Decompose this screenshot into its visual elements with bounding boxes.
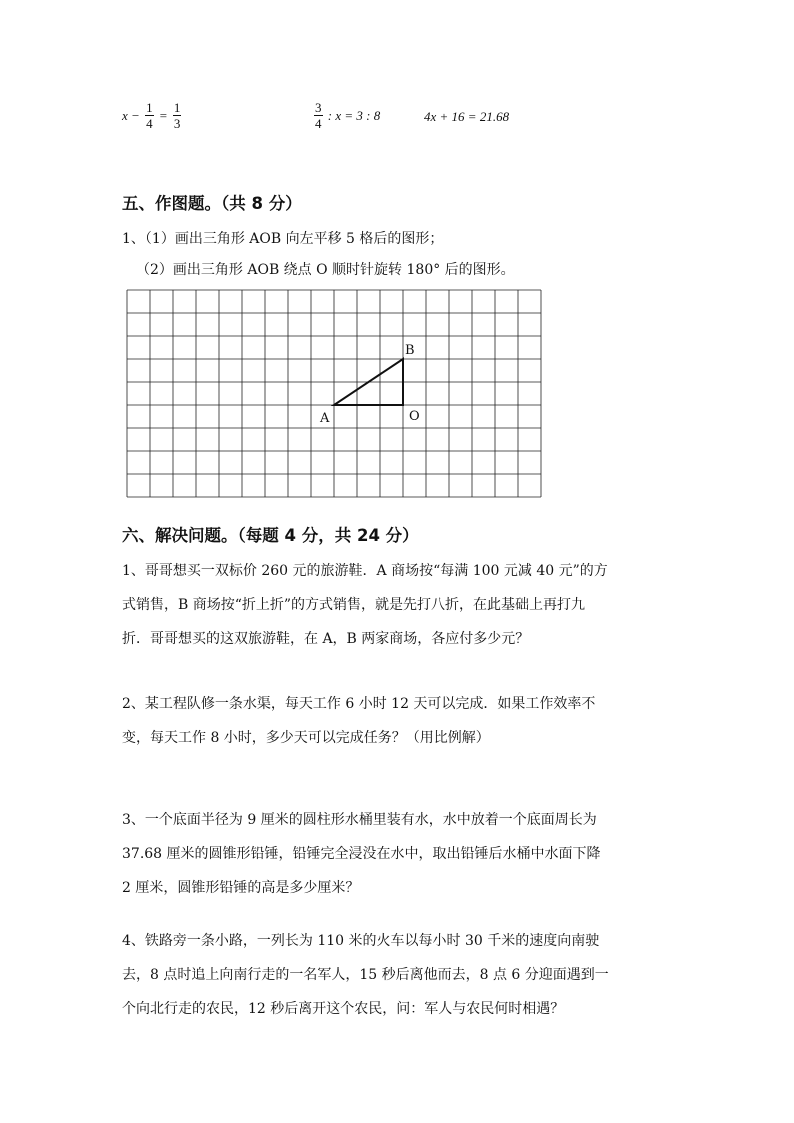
section-5-title: 五、作图题。（共 8 分） (122, 194, 302, 213)
problem-4-line-3: 个向北行走的农民，12 秒后离开这个农民，问：军人与农民何时相遇？ (122, 1001, 565, 1017)
eq1-f2-denominator: 3 (173, 116, 181, 131)
eq2-numerator: 3 (315, 100, 322, 115)
eq1-variable: x (122, 107, 128, 123)
problem-4-line-2: 去，8 点时追上向南行走的一名军人，15 秒后离他而去，8 点 6 分迎面遇到一 (122, 967, 609, 983)
problem-1-line-2: 式销售，B 商场按“折上折”的方式销售，就是先打八折，在此基础上再打九 (122, 597, 586, 613)
eq1-f1-denominator: 4 (146, 116, 153, 131)
problem-3-line-3: 2 厘米，圆锥形铅锤的高是多少厘米？ (122, 880, 360, 896)
eq2-rest: : x = 3 : 8 (327, 107, 381, 123)
label-o: O (409, 409, 420, 424)
eq2-denominator: 4 (315, 116, 322, 131)
section-5-q1-line1: 1、（1）画出三角形 AOB 向左平移 5 格后的图形； (122, 231, 444, 247)
eq1-f2-numerator: 1 (173, 100, 181, 115)
problem-1 (122, 554, 662, 656)
problem-4-line-1: 4、铁路旁一条小路，一列长为 110 米的火车以每小时 30 千米的速度向南驶 (122, 933, 600, 949)
eq1-equals: = (158, 107, 168, 123)
problem-2-line-1: 2、某工程队修一条水渠，每天工作 6 小时 12 天可以完成．如果工作效率不 (122, 696, 596, 712)
problem-3-line-2: 37.68 厘米的圆锥形铅锤，铅锤完全浸没在水中，取出铅锤后水桶中水面下降 (122, 846, 601, 862)
problem-2 (122, 687, 662, 755)
eq1-minus: − (131, 107, 140, 123)
problem-4 (122, 924, 662, 1026)
label-a: A (320, 411, 330, 426)
problem-3 (122, 803, 662, 905)
eq1-f1-numerator: 1 (146, 100, 153, 115)
problem-1-line-1: 1、哥哥想买一双标价 260 元的旅游鞋．A 商场按“每满 100 元减 40 元”的方 (122, 563, 608, 579)
section-6-title: 六、解决问题。（每题 4 分，共 24 分） (122, 526, 419, 545)
equation-3: 4x + 16 = 21.68 (424, 109, 510, 124)
section-5-q1-line2: （2）画出三角形 AOB 绕点 O 顺时针旋转 180° 后的图形。 (136, 262, 515, 278)
problem-1-line-3: 折．哥哥想买的这双旅游鞋，在 A，B 两家商场，各应付多少元？ (122, 631, 530, 647)
label-b: B (405, 343, 415, 358)
problem-3-line-1: 3、一个底面半径为 9 厘米的圆柱形水桶里装有水，水中放着一个底面周长为 (122, 812, 597, 828)
problem-2-line-2: 变，每天工作 8 小时，多少天可以完成任务？（用比例解） (122, 730, 490, 746)
grid-lines (127, 290, 541, 497)
